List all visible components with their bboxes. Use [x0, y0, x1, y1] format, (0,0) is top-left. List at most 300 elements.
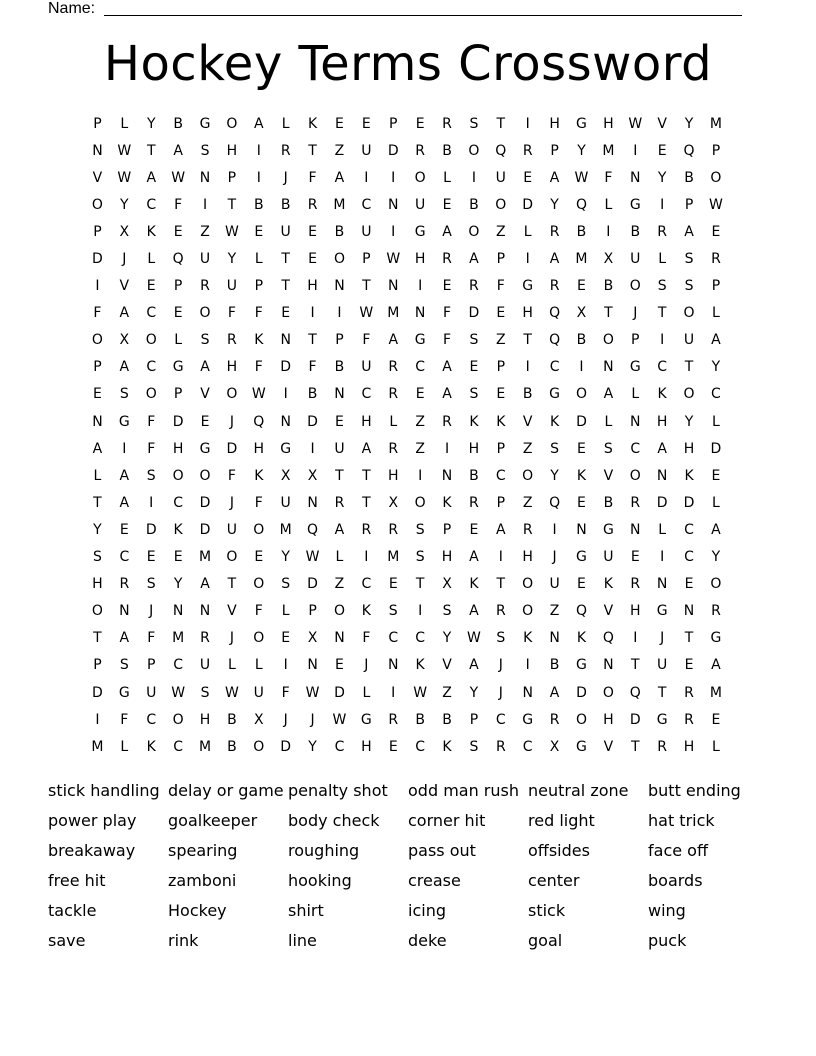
word-bank-item: icing: [408, 901, 446, 920]
grid-letter: W: [332, 711, 347, 728]
grid-letter: J: [283, 711, 288, 728]
grid-letter: A: [119, 359, 130, 376]
word-bank-item: penalty shot: [288, 781, 388, 800]
grid-letter: O: [683, 386, 695, 403]
grid-letter: O: [683, 305, 695, 322]
grid-letter: J: [149, 603, 154, 620]
grid-letter: I: [525, 359, 530, 376]
grid-letter: X: [576, 305, 587, 322]
grid-letter: E: [388, 576, 398, 593]
grid-letter: B: [442, 711, 452, 728]
name-label: Name:: [48, 0, 96, 17]
grid-letter: I: [418, 278, 423, 295]
grid-letter: O: [172, 711, 184, 728]
grid-letter: G: [656, 711, 668, 728]
grid-letter: Y: [550, 196, 559, 213]
grid-letter: X: [119, 332, 130, 349]
word-bank-item: deke: [408, 931, 447, 950]
grid-letter: R: [630, 576, 641, 593]
grid-letter: A: [711, 657, 721, 674]
grid-letter: S: [415, 549, 425, 566]
grid-letter: E: [711, 467, 721, 484]
grid-letter: W: [305, 684, 320, 701]
word-bank-item: delay or game: [168, 781, 284, 800]
grid-letter: O: [199, 467, 211, 484]
grid-letter: D: [387, 142, 399, 159]
grid-letter: B: [576, 223, 587, 240]
grid-letter: E: [415, 386, 425, 403]
grid-letter: M: [387, 305, 400, 322]
grid-letter: D: [145, 521, 157, 538]
word-bank-item: red light: [528, 811, 595, 830]
grid-letter: A: [200, 359, 210, 376]
grid-letter: C: [415, 738, 426, 755]
grid-letter: A: [361, 440, 372, 457]
word-bank-item: tackle: [48, 901, 97, 920]
grid-letter: R: [415, 142, 425, 159]
grid-letter: R: [522, 142, 533, 159]
grid-letter: Y: [657, 169, 667, 186]
grid-letter: T: [684, 630, 694, 647]
grid-letter: Q: [549, 305, 561, 322]
grid-letter: L: [147, 251, 156, 268]
grid-letter: O: [710, 169, 722, 186]
grid-letter: F: [308, 169, 317, 186]
grid-letter: A: [173, 142, 183, 159]
grid-letter: R: [684, 684, 694, 701]
grid-letter: S: [469, 115, 479, 132]
grid-letter: W: [709, 196, 723, 213]
word-bank-item: Hockey: [168, 901, 227, 920]
grid-letter: K: [307, 115, 318, 132]
grid-letter: I: [444, 440, 450, 457]
grid-letter: J: [310, 711, 315, 728]
grid-letter: Q: [495, 142, 507, 159]
grid-letter: O: [253, 630, 265, 647]
grid-letter: C: [684, 521, 694, 538]
grid-letter: H: [361, 413, 372, 430]
grid-letter: Y: [146, 115, 156, 132]
grid-letter: H: [307, 278, 318, 295]
grid-letter: N: [630, 169, 641, 186]
grid-letter: W: [386, 251, 401, 268]
word-bank-item: offsides: [528, 841, 590, 860]
grid-letter: C: [361, 386, 372, 403]
grid-letter: H: [361, 738, 372, 755]
grid-letter: A: [469, 657, 479, 674]
grid-letter: N: [334, 278, 345, 295]
grid-letter: I: [633, 142, 638, 159]
grid-letter: O: [522, 467, 534, 484]
grid-letter: R: [442, 413, 452, 430]
grid-letter: C: [522, 738, 533, 755]
grid-letter: E: [496, 305, 506, 322]
grid-letter: R: [361, 521, 372, 538]
grid-letter: Y: [93, 521, 102, 538]
word-bank-item: breakaway: [48, 841, 136, 860]
grid-letter: L: [254, 251, 263, 268]
grid-letter: D: [226, 440, 238, 457]
grid-letter: R: [307, 196, 318, 213]
grid-letter: R: [442, 251, 452, 268]
grid-letter: T: [657, 305, 667, 322]
grid-letter: Q: [307, 521, 319, 538]
grid-letter: I: [498, 549, 503, 566]
grid-letter: F: [281, 684, 290, 701]
grid-letter: C: [630, 440, 641, 457]
grid-letter: U: [146, 684, 157, 701]
word-bank-item: spearing: [168, 841, 238, 860]
grid-letter: R: [549, 711, 560, 728]
grid-letter: I: [337, 305, 342, 322]
grid-letter: Z: [522, 440, 533, 457]
grid-letter: X: [388, 494, 399, 511]
grid-letter: E: [711, 223, 721, 240]
grid-letter: N: [630, 521, 641, 538]
grid-letter: N: [334, 386, 345, 403]
word-bank-item: zamboni: [168, 871, 237, 890]
grid-letter: N: [280, 413, 291, 430]
word-bank-item: line: [288, 931, 317, 950]
grid-letter: P: [389, 115, 398, 132]
grid-letter: G: [576, 657, 587, 674]
grid-letter: B: [173, 115, 183, 132]
word-bank-item: hat trick: [648, 811, 715, 830]
grid-letter: L: [523, 223, 532, 240]
grid-letter: I: [525, 115, 530, 132]
grid-letter: B: [253, 196, 264, 213]
grid-letter: F: [496, 278, 505, 295]
grid-letter: K: [415, 657, 425, 674]
grid-letter: M: [198, 738, 212, 755]
grid-letter: Y: [281, 549, 290, 566]
grid-letter: I: [525, 251, 530, 268]
grid-letter: R: [442, 115, 452, 132]
grid-letter: H: [522, 305, 533, 322]
grid-letter: Y: [442, 630, 452, 647]
grid-letter: L: [281, 115, 290, 132]
grid-letter: E: [335, 115, 344, 132]
grid-letter: I: [418, 467, 423, 484]
grid-letter: R: [657, 738, 668, 755]
word-bank-item: save: [48, 931, 86, 950]
grid-letter: S: [146, 467, 156, 484]
grid-letter: V: [603, 467, 614, 484]
grid-letter: I: [606, 223, 611, 240]
word-bank-item: body check: [288, 811, 380, 830]
grid-letter: H: [683, 440, 695, 457]
grid-letter: X: [253, 711, 264, 728]
grid-letter: F: [362, 630, 371, 647]
grid-letter: B: [280, 196, 291, 213]
grid-letter: R: [119, 576, 130, 593]
grid-letter: D: [576, 684, 587, 701]
grid-letter: N: [576, 521, 587, 538]
grid-letter: C: [334, 738, 345, 755]
grid-letter: U: [495, 169, 506, 186]
grid-letter: A: [549, 169, 560, 186]
grid-letter: A: [711, 521, 721, 538]
grid-letter: G: [199, 115, 211, 132]
grid-letter: Q: [602, 630, 614, 647]
grid-letter: L: [712, 413, 720, 430]
grid-letter: C: [549, 359, 560, 376]
word-bank-item: free hit: [48, 871, 106, 890]
word-bank-item: corner hit: [408, 811, 486, 830]
grid-letter: B: [603, 494, 614, 511]
word-bank-item: boards: [648, 871, 703, 890]
grid-letter: A: [603, 386, 614, 403]
grid-letter: K: [549, 413, 560, 430]
grid-letter: S: [657, 278, 667, 295]
grid-letter: I: [660, 332, 665, 349]
grid-letter: T: [93, 494, 102, 511]
grid-letter: A: [334, 521, 345, 538]
grid-letter: S: [93, 549, 102, 566]
grid-letter: V: [92, 169, 103, 186]
grid-letter: E: [577, 494, 586, 511]
grid-letter: S: [603, 440, 613, 457]
grid-letter: R: [711, 603, 721, 620]
grid-letter: I: [283, 657, 288, 674]
word-bank-item: neutral zone: [528, 781, 629, 800]
grid-letter: O: [91, 332, 103, 349]
grid-letter: P: [254, 278, 264, 295]
grid-letter: O: [91, 603, 103, 620]
grid-letter: B: [227, 711, 237, 728]
word-bank-item: hooking: [288, 871, 352, 890]
grid-letter: P: [496, 251, 506, 268]
grid-letter: E: [442, 196, 452, 213]
grid-letter: A: [657, 440, 667, 457]
grid-letter: N: [656, 467, 668, 484]
grid-letter: A: [549, 684, 560, 701]
grid-letter: P: [496, 494, 506, 511]
grid-letter: L: [658, 521, 667, 538]
grid-letter: L: [604, 196, 613, 213]
grid-letter: T: [335, 467, 344, 484]
grid-letter: A: [549, 251, 560, 268]
grid-letter: E: [93, 386, 102, 403]
word-bank-item: face off: [648, 841, 708, 860]
grid-letter: D: [280, 359, 292, 376]
grid-letter: E: [146, 549, 156, 566]
word-bank-item: center: [528, 871, 580, 890]
grid-letter: F: [227, 305, 236, 322]
grid-letter: I: [391, 684, 396, 701]
grid-letter: E: [119, 521, 129, 538]
grid-letter: G: [414, 223, 426, 240]
grid-letter: U: [630, 251, 641, 268]
grid-letter: N: [172, 603, 184, 620]
grid-letter: I: [418, 603, 423, 620]
grid-letter: V: [119, 278, 130, 295]
grid-letter: T: [308, 332, 317, 349]
grid-letter: A: [119, 494, 130, 511]
grid-letter: X: [307, 630, 318, 647]
grid-letter: V: [200, 386, 210, 403]
grid-letter: N: [199, 603, 211, 620]
grid-letter: A: [334, 169, 345, 186]
grid-letter: E: [173, 223, 183, 240]
grid-letter: M: [333, 196, 346, 213]
grid-letter: U: [415, 196, 426, 213]
grid-letter: Z: [334, 576, 345, 593]
grid-letter: H: [172, 440, 184, 457]
grid-letter: T: [415, 576, 425, 593]
grid-letter: Y: [173, 576, 183, 593]
grid-letter: K: [576, 630, 587, 647]
grid-letter: Y: [684, 413, 694, 430]
grid-letter: K: [361, 603, 371, 620]
grid-letter: E: [281, 630, 291, 647]
grid-letter: G: [118, 413, 130, 430]
grid-letter: C: [495, 467, 506, 484]
grid-letter: E: [496, 386, 506, 403]
grid-letter: C: [415, 630, 426, 647]
grid-letter: V: [227, 603, 237, 620]
grid-letter: U: [657, 657, 668, 674]
grid-letter: X: [280, 467, 291, 484]
grid-letter: E: [335, 657, 344, 674]
grid-letter: P: [227, 169, 237, 186]
grid-letter: J: [552, 549, 557, 566]
grid-letter: I: [391, 169, 396, 186]
grid-letter: L: [362, 684, 371, 701]
grid-letter: O: [468, 142, 480, 159]
grid-letter: B: [576, 332, 587, 349]
grid-letter: R: [227, 332, 237, 349]
grid-letter: K: [254, 467, 264, 484]
grid-letter: L: [174, 332, 183, 349]
grid-letter: U: [280, 494, 291, 511]
grid-letter: R: [549, 278, 560, 295]
grid-letter: S: [281, 576, 291, 593]
grid-letter: G: [656, 603, 668, 620]
grid-letter: A: [388, 332, 399, 349]
grid-letter: I: [552, 521, 557, 538]
grid-letter: A: [469, 549, 479, 566]
grid-letter: D: [199, 494, 211, 511]
grid-letter: Y: [684, 115, 694, 132]
grid-letter: Y: [227, 251, 237, 268]
grid-letter: G: [576, 549, 587, 566]
grid-letter: C: [684, 549, 694, 566]
grid-letter: U: [199, 657, 211, 674]
word-bank-item: butt ending: [648, 781, 741, 800]
grid-letter: M: [709, 115, 722, 132]
grid-letter: E: [577, 440, 586, 457]
grid-letter: R: [495, 603, 506, 620]
grid-letter: O: [414, 169, 426, 186]
grid-letter: F: [254, 305, 263, 322]
grid-letter: I: [283, 386, 288, 403]
grid-letter: N: [683, 603, 695, 620]
grid-letter: R: [630, 494, 641, 511]
grid-letter: J: [498, 684, 503, 701]
grid-letter: C: [146, 305, 157, 322]
grid-letter: E: [173, 305, 183, 322]
grid-letter: I: [149, 494, 154, 511]
grid-letter: A: [146, 169, 157, 186]
grid-letter: Z: [496, 223, 506, 240]
grid-letter: W: [224, 684, 239, 701]
grid-letter: A: [200, 576, 210, 593]
grid-letter: T: [362, 278, 371, 295]
grid-letter: Z: [200, 223, 210, 240]
grid-letter: Q: [549, 494, 561, 511]
grid-letter: L: [93, 467, 102, 484]
grid-letter: W: [171, 169, 186, 186]
word-bank-item: odd man rush: [408, 781, 519, 800]
grid-letter: G: [414, 332, 426, 349]
grid-letter: Q: [683, 142, 695, 159]
grid-letter: Z: [522, 494, 533, 511]
grid-letter: Y: [711, 549, 721, 566]
grid-letter: S: [146, 576, 156, 593]
grid-letter: L: [604, 413, 613, 430]
grid-letter: T: [308, 142, 317, 159]
grid-letter: E: [335, 413, 344, 430]
grid-letter: K: [603, 576, 613, 593]
grid-letter: N: [549, 630, 560, 647]
grid-letter: S: [684, 278, 694, 295]
word-bank-item: power play: [48, 811, 137, 830]
grid-letter: H: [226, 359, 238, 376]
grid-letter: X: [442, 576, 452, 593]
grid-letter: T: [146, 142, 156, 159]
grid-letter: N: [441, 467, 453, 484]
grid-letter: U: [226, 278, 238, 295]
grid-letter: H: [226, 142, 238, 159]
grid-letter: H: [468, 440, 480, 457]
grid-letter: O: [91, 196, 103, 213]
grid-letter: D: [629, 711, 641, 728]
grid-letter: L: [389, 413, 398, 430]
grid-letter: P: [173, 278, 183, 295]
grid-letter: S: [200, 142, 210, 159]
grid-letter: L: [227, 657, 236, 674]
grid-letter: O: [522, 603, 534, 620]
grid-letter: F: [174, 196, 183, 213]
grid-letter: Y: [469, 684, 479, 701]
grid-letter: W: [117, 169, 132, 186]
grid-letter: B: [549, 657, 560, 674]
grid-letter: E: [281, 305, 291, 322]
grid-letter: K: [442, 738, 452, 755]
grid-letter: S: [388, 603, 398, 620]
grid-letter: C: [361, 576, 372, 593]
grid-letter: R: [388, 711, 399, 728]
grid-letter: I: [256, 169, 261, 186]
grid-letter: I: [122, 440, 127, 457]
grid-letter: I: [256, 142, 261, 159]
grid-letter: U: [603, 549, 614, 566]
grid-letter: E: [442, 278, 452, 295]
grid-letter: S: [200, 684, 210, 701]
grid-letter: O: [629, 467, 641, 484]
word-bank-item: goal: [528, 931, 563, 950]
grid-letter: J: [122, 251, 127, 268]
grid-letter: L: [254, 657, 263, 674]
grid-letter: Y: [711, 359, 721, 376]
grid-letter: R: [657, 223, 668, 240]
word-bank-item: wing: [648, 901, 686, 920]
grid-letter: P: [496, 359, 506, 376]
grid-letter: F: [362, 332, 371, 349]
grid-letter: A: [442, 223, 452, 240]
grid-letter: G: [710, 630, 722, 647]
